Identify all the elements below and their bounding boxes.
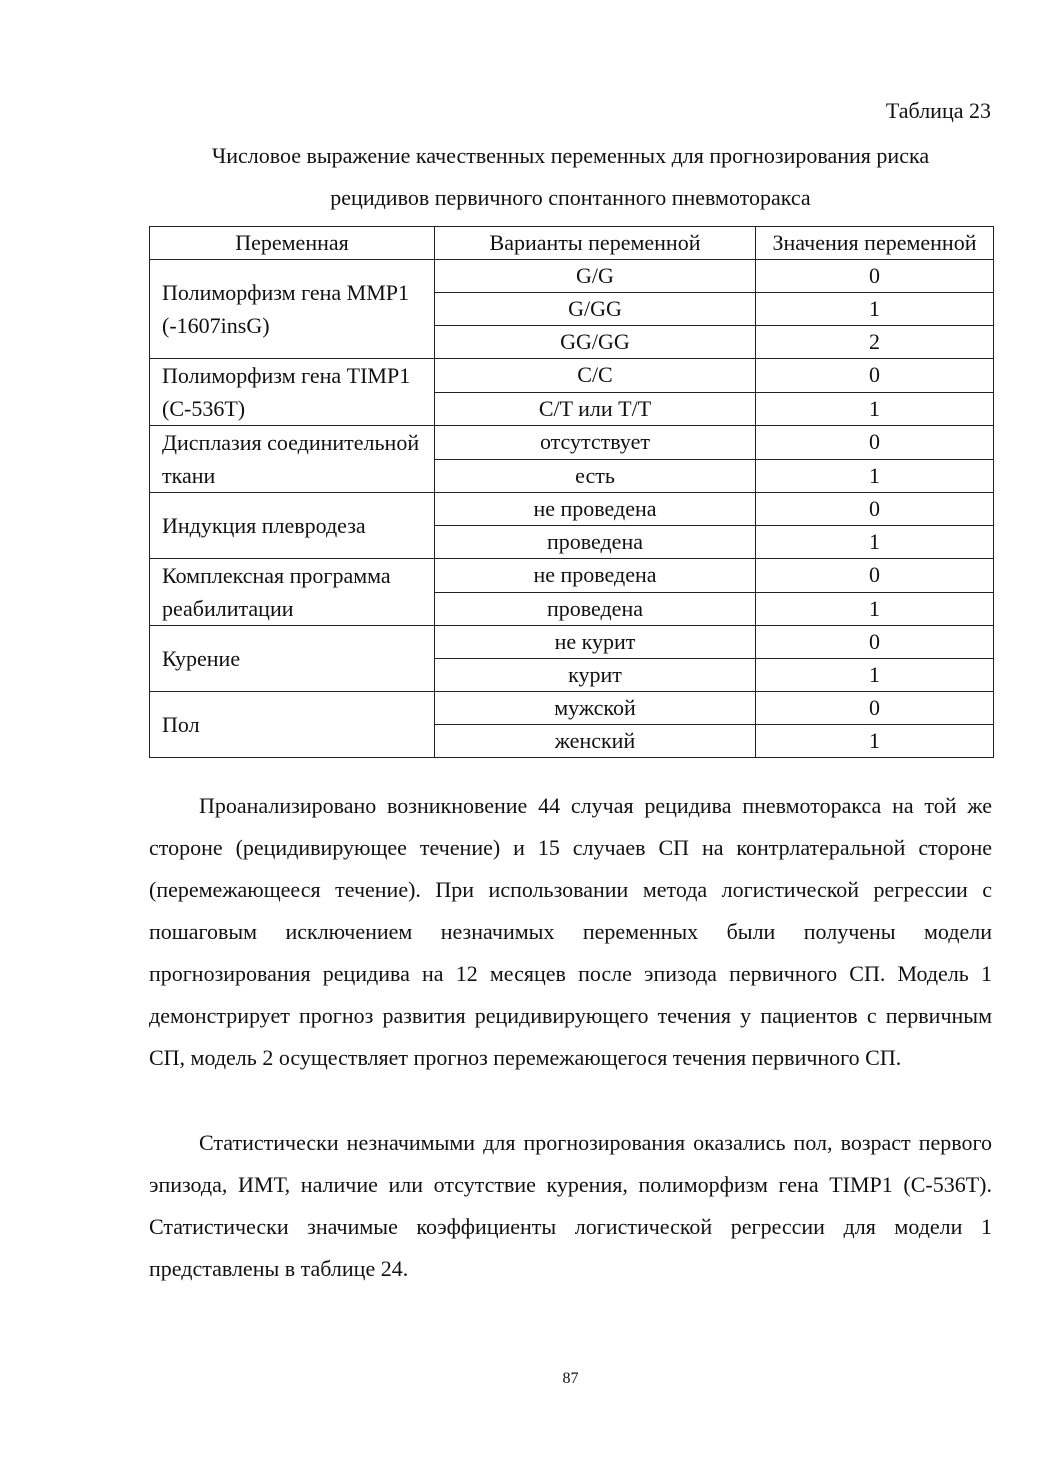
- value-cell: 1: [756, 659, 994, 692]
- value-cell: 0: [756, 426, 994, 460]
- header-options: Варианты переменной: [435, 227, 756, 260]
- value-cell: 1: [756, 526, 994, 559]
- option-cell: не курит: [435, 626, 756, 659]
- option-cell: G/G: [435, 260, 756, 293]
- table-caption-line-1: Числовое выражение качественных переменных для прогнозирования риска: [211, 143, 930, 168]
- table-row: [150, 260, 994, 293]
- option-cell: G/GG: [435, 293, 756, 326]
- variable-cell: Дисплазия соединительной ткани: [150, 426, 435, 493]
- variable-cell: Индукция плевродеза: [150, 493, 435, 559]
- option-cell: мужской: [435, 692, 756, 725]
- value-cell: 1: [756, 459, 994, 493]
- option-cell: женский: [435, 725, 756, 758]
- option-cell: есть: [435, 459, 756, 493]
- header-values: Значения переменной: [756, 227, 994, 260]
- body-paragraph-2: Статистически незначимыми для прогнозирования оказались пол, возраст первого эпизода, ИМТ, наличие или отсутствие курения, полиморфизм гена TIMP1 (C-536T). Статистически значимые коэффициенты логистической регрессии для модели 1 представлены в таблице 24.: [149, 1130, 992, 1281]
- variable-cell: Курение: [150, 626, 435, 692]
- header-variable: Переменная: [150, 227, 435, 260]
- value-cell: 0: [756, 692, 994, 725]
- variable-cell: Пол: [150, 692, 435, 758]
- value-cell: 0: [756, 493, 994, 526]
- variable-cell: Полиморфизм гена TIMP1 (C-536T): [150, 359, 435, 426]
- body-paragraph-1: Проанализировано возникновение 44 случая рецидива пневмоторакса на той же стороне (рецидивирующее течение) и 15 случаев СП на контрлатеральной стороне (перемежающееся течение). При использовании метода логистической регрессии с пошаговым исключением незначимых переменных были получены модели прогнозирования рецидива на 12 месяцев после эпизода первичного СП. Модель 1 демонстрирует прогноз развития рецидивирующего течения у пациентов с первичным СП, модель 2 осуществляет прогноз перемежающегося течения первичного СП.: [149, 793, 992, 1070]
- value-cell: 1: [756, 725, 994, 758]
- table-row: [150, 559, 994, 593]
- table-row: [150, 426, 994, 460]
- table-label: Таблица 23: [885, 98, 991, 123]
- value-cell: 2: [756, 326, 994, 359]
- option-cell: GG/GG: [435, 326, 756, 359]
- table-header-row: [150, 227, 994, 260]
- option-cell: проведена: [435, 526, 756, 559]
- option-cell: не проведена: [435, 493, 756, 526]
- value-cell: 1: [756, 293, 994, 326]
- variables-table: [149, 226, 994, 758]
- variable-cell: Полиморфизм гена MMP1 (-1607insG): [150, 260, 435, 359]
- value-cell: 0: [756, 559, 994, 593]
- value-cell: 1: [756, 592, 994, 626]
- table-row: [150, 493, 994, 526]
- option-cell: C/T или T/T: [435, 392, 756, 426]
- option-cell: проведена: [435, 592, 756, 626]
- variable-cell: Комплексная программа реабилитации: [150, 559, 435, 626]
- value-cell: 0: [756, 260, 994, 293]
- table-row: [150, 692, 994, 725]
- table-row: [150, 626, 994, 659]
- page-number: 87: [562, 1370, 579, 1387]
- table-row: [150, 359, 994, 393]
- option-cell: курит: [435, 659, 756, 692]
- value-cell: 0: [756, 626, 994, 659]
- value-cell: 1: [756, 392, 994, 426]
- option-cell: отсутствует: [435, 426, 756, 460]
- option-cell: не проведена: [435, 559, 756, 593]
- option-cell: C/C: [435, 359, 756, 393]
- value-cell: 0: [756, 359, 994, 393]
- table-caption-line-2: рецидивов первичного спонтанного пневмоторакса: [330, 185, 811, 210]
